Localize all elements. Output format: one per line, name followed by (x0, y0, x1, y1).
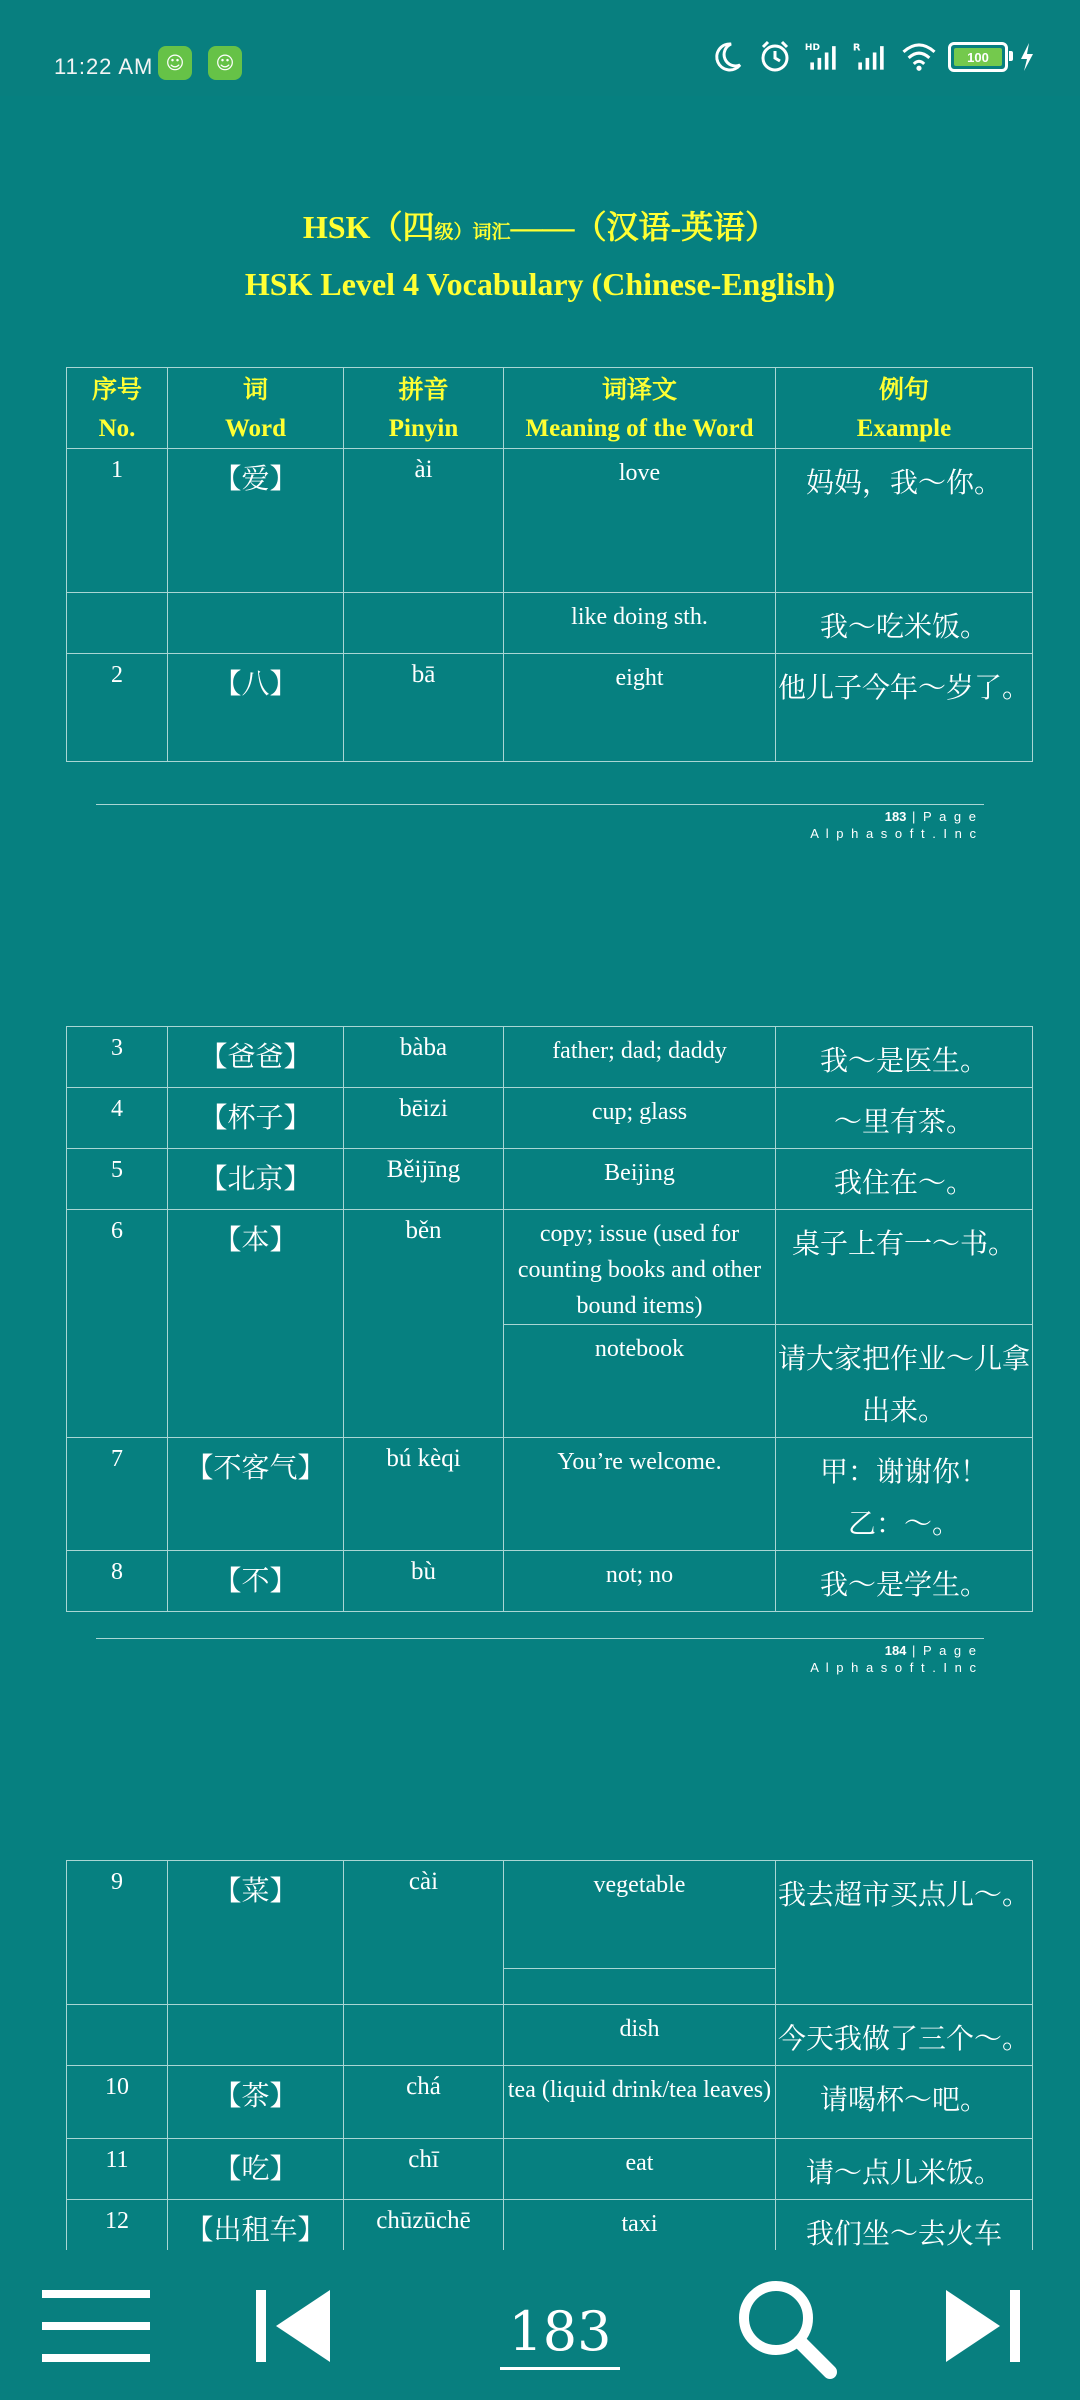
header-no: 序号 No. (67, 368, 168, 449)
table-row: 1 【爱】 ài love 妈妈，我～你。 (67, 449, 1033, 593)
table-row: 11 【吃】 chī eat 请～点儿米饭。 (67, 2139, 1033, 2200)
title-english: HSK Level 4 Vocabulary (Chinese-English) (244, 266, 836, 302)
emoji-icon: ☺ (158, 46, 192, 80)
vocab-table-page-185 (66, 1860, 1033, 2250)
status-icons (708, 38, 1036, 76)
table-row: 4 【杯子】 bēizi cup; glass ～里有茶。 (67, 1088, 1033, 1149)
hd-signal-icon (804, 38, 842, 76)
title-cn-tail: ——（汉语-英语） (510, 209, 778, 245)
table-header-row (67, 368, 1033, 449)
table-row: 5 【北京】 Běijīng Beijing 我住在～。 (67, 1149, 1033, 1210)
table-row: 12 【出租车】 chūzūchē taxi 我们坐～去火车 (67, 2200, 1033, 2251)
battery-level: 100 (967, 49, 989, 65)
page-number-184: 184 | P a g e A l p h a s o f t . I n c (810, 1643, 978, 1675)
header-pinyin: 拼音 Pinyin (344, 368, 504, 449)
header-word: 词 Word (168, 368, 344, 449)
title-chinese (0, 202, 1080, 248)
search-icon (730, 2276, 840, 2380)
header-meaning: 词译文 Meaning of the Word (504, 368, 776, 449)
table-row: 3 【爸爸】 bàba father; dad; daddy 我～是医生。 (67, 1027, 1033, 1088)
document-page[interactable] (0, 96, 1080, 2250)
current-page-indicator[interactable]: 183 (490, 2302, 630, 2362)
table-row: 9 【菜】 cài vegetable 我去超市买点儿～。 (67, 1861, 1033, 1969)
next-page-button[interactable] (944, 2286, 1022, 2366)
previous-icon (254, 2286, 332, 2366)
menu-icon (40, 2286, 152, 2366)
previous-page-button[interactable] (254, 2286, 332, 2366)
vocab-table-page-183 (66, 367, 1033, 762)
table-row: dish 今天我做了三个～。 (67, 2005, 1033, 2066)
table-row: 10 【茶】 chá tea (liquid drink/tea leaves) 请喝杯～吧。 (67, 2066, 1033, 2139)
next-icon (944, 2286, 1022, 2366)
title-cn-main: HSK（四 (302, 209, 435, 245)
title-cn-small: 级）词汇 (434, 222, 511, 243)
svg-text:HD: HD (804, 42, 820, 53)
moon-icon (708, 38, 746, 76)
alarm-icon (756, 38, 794, 76)
table-row: 2 【八】 bā eight 他儿子今年～岁了。 (67, 654, 1033, 762)
signal-icon (852, 38, 890, 76)
emoji-icon: ☺ (208, 46, 242, 80)
menu-button[interactable] (40, 2286, 152, 2366)
page-divider (96, 1638, 984, 1639)
charging-icon (1018, 38, 1036, 76)
table-row: 8 【不】 bù not; no 我～是学生。 (67, 1551, 1033, 1612)
table-row: 6 【本】 běn copy; issue (used for counting books and other bound items) 桌子上有一～书。 (67, 1210, 1033, 1325)
table-row: like doing sth. 我～吃米饭。 (67, 593, 1033, 654)
page-divider (96, 804, 984, 805)
status-bar (0, 0, 1080, 96)
vocab-table-page-184 (66, 1026, 1033, 1612)
table-row: 7 【不客气】 bú kèqi You’re welcome. 甲：谢谢你！ 乙：～。 (67, 1438, 1033, 1551)
status-time: 11:22 AM (54, 54, 154, 79)
page-number-183: 183 | P a g e A l p h a s o f t . I n c (810, 809, 978, 841)
table-row: notebook 请大家把作业～儿拿出来。 (67, 1325, 1033, 1438)
battery-icon (948, 42, 1008, 72)
svg-text:R: R (852, 42, 861, 54)
bottom-toolbar (0, 2250, 1080, 2400)
header-example: 例句 Example (776, 368, 1033, 449)
search-button[interactable] (730, 2276, 840, 2380)
wifi-icon (900, 38, 938, 76)
